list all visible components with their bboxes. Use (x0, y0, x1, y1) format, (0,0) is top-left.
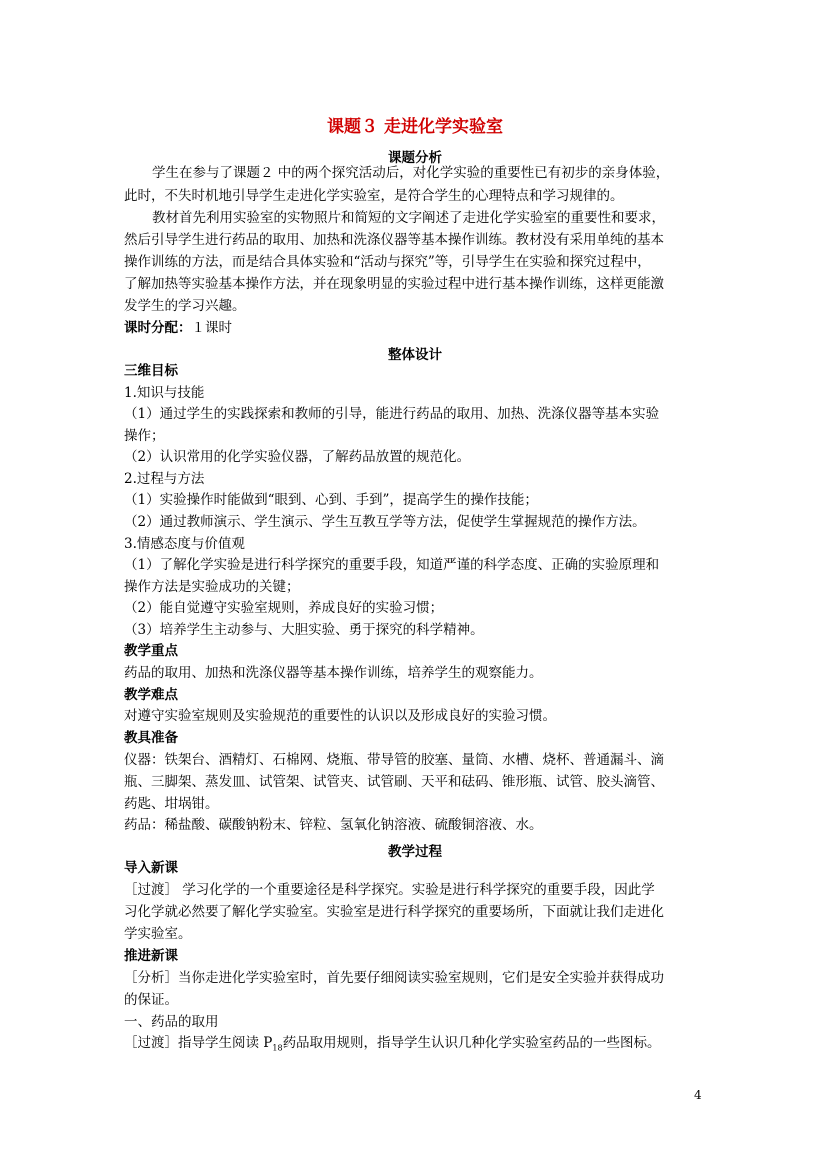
subheading-key: 教学重点 (124, 643, 178, 659)
advance-line: ［分析］当你走进化学实验室时，首先要仔细阅读实验室规则，它们是安全实验并获得成功 (124, 970, 664, 986)
part-heading: 一、药品的取用 (124, 1014, 219, 1030)
goal-line: （3）培养学生主动参与、大胆实验、勇于探究的科学精神。 (124, 622, 484, 638)
prep-line: 仪器：铁架台、酒精灯、石棉网、烧瓶、带导管的胶塞、量筒、水槽、烧杯、普通漏斗、滴 (124, 752, 664, 768)
paragraph-line: 此时，不失时机地引导学生走进化学实验室，是符合学生的心理特点和学习规律的。 (124, 188, 624, 204)
paragraph-line: 然后引导学生进行药品的取用、加热和洗涤仪器等基本操作训练。教材没有采用单纯的基本 (124, 232, 664, 248)
section-heading-design: 整体设计 (388, 347, 442, 363)
hours-value: １课时 (191, 320, 232, 336)
goal-line: 2.过程与方法 (124, 471, 205, 487)
subheading-advance: 推进新课 (124, 948, 178, 964)
transition-prefix: ［过渡］指导学生阅读 P (124, 1035, 273, 1051)
goal-line: 3.情感态度与价值观 (124, 536, 245, 552)
section-heading-process: 教学过程 (388, 844, 442, 860)
goal-line: （2）能自觉遵守实验室规则，养成良好的实验习惯； (124, 600, 444, 616)
prep-line: 药匙、坩埚钳。 (124, 796, 219, 812)
subheading-goals: 三维目标 (124, 363, 178, 379)
goal-line: 1.知识与技能 (124, 385, 205, 401)
prep-line: 药品：稀盐酸、碳酸钠粉末、锌粒、氢氧化钠溶液、硫酸铜溶液、水。 (124, 817, 543, 833)
paragraph-line: 发学生的学习兴趣。 (124, 298, 246, 314)
paragraph-line: 学生在参与了课题２ 中的两个探究活动后，对化学实验的重要性已有初步的亲身体验， (152, 165, 670, 181)
section-heading-analysis: 课题分析 (388, 150, 442, 166)
goal-line: 操作； (124, 428, 165, 444)
difficulty-text: 对遵守实验室规则及实验规范的重要性的认识以及形成良好的实验习惯。 (124, 708, 556, 724)
key-text: 药品的取用、加热和洗涤仪器等基本操作训练，培养学生的观察能力。 (124, 665, 543, 681)
paragraph-line: 了解加热等实验基本操作方法，并在现象明显的实验过程中进行基本操作训练，这样更能激 (124, 276, 664, 292)
paragraph-line: 操作训练的方法，而是结合具体实验和“活动与探究”等，引导学生在实验和探究过程中， (124, 254, 651, 270)
subheading-prep: 教具准备 (124, 730, 178, 746)
goal-line: （2）通过教师演示、学生演示、学生互教互学等方法，促使学生掌握规范的操作方法。 (124, 514, 646, 530)
intro-line: 学实验室。 (124, 926, 192, 942)
hours-label: 课时分配： (124, 320, 192, 336)
goal-line: 操作方法是实验成功的关键； (124, 579, 300, 595)
intro-line: 习化学就必然要了解化学实验室。实验室是进行科学探究的重要场所，下面就让我们走进化 (124, 904, 664, 920)
page-number: 4 (694, 1088, 702, 1102)
goal-line: （1）了解化学实验是进行科学探究的重要手段，知道严谨的科学态度、正确的实验原理和 (124, 557, 660, 573)
transition-line (124, 1033, 706, 1059)
intro-line: ［过渡］ 学习化学的一个重要途径是科学探究。实验是进行科学探究的重要手段，因此学 (124, 882, 655, 898)
transition-subscript: 18 (272, 1043, 283, 1053)
subheading-difficulty: 教学难点 (124, 687, 178, 703)
goal-line: （1）实验操作时能做到“眼到、心到、手到”，提高学生的操作技能； (124, 492, 538, 508)
paragraph-line: 教材首先利用实验室的实物照片和简短的文字阐述了走进化学实验室的重要性和要求， (152, 210, 665, 226)
transition-suffix: 药品取用规则，指导学生认识几种化学实验室药品的一些图标。 (282, 1035, 661, 1051)
advance-line: 的保证。 (124, 992, 178, 1008)
prep-line: 瓶、三脚架、蒸发皿、试管架、试管夹、试管刷、天平和砝码、锥形瓶、试管、胶头滴管、 (124, 774, 664, 790)
subheading-intro: 导入新课 (124, 860, 178, 876)
hours-line (124, 318, 706, 339)
page-title: 课题３ 走进化学实验室 (327, 117, 503, 137)
goal-line: （2）认识常用的化学实验仪器，了解药品放置的规范化。 (124, 449, 471, 465)
goal-line: （1）通过学生的实践探索和教师的引导，能进行药品的取用、加热、洗涤仪器等基本实验 (124, 406, 660, 422)
